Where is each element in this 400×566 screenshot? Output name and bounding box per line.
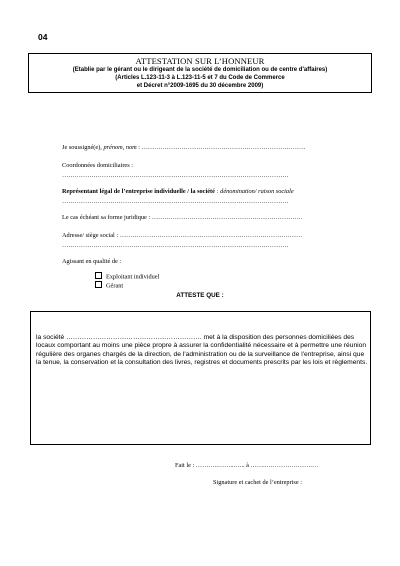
exploitant-checkbox[interactable]	[95, 272, 102, 279]
soussigne-label: Je soussigné(e),	[62, 144, 104, 151]
header-subtitle-3: et Décret n°2009-1695 du 30 décembre 2009)	[136, 83, 264, 89]
representant-field[interactable]: ………………………………………………………………………………………………	[62, 198, 289, 205]
header-box	[28, 53, 372, 93]
option-gerant[interactable]	[95, 281, 123, 290]
adresse-field-2[interactable]: ………………………………………………………………………………………………	[62, 242, 289, 249]
gerant-checkbox[interactable]	[95, 281, 102, 288]
soussigne-field[interactable]: : ……………………………………………………………………	[136, 144, 306, 151]
coordonnees-label: Coordonnées domiciliaires :	[62, 162, 133, 169]
header-subtitle-1: (Etablie par le gérant ou le dirigeant de la société de domiciliation ou de centre d'affaires)	[72, 67, 328, 73]
document-title: ATTESTATION SUR L’HONNEUR	[135, 56, 265, 66]
attestation-box	[30, 311, 371, 445]
option-gerant-label: Gérant	[106, 282, 124, 290]
adresse-label: Adresse/ siège social :	[62, 232, 120, 239]
representant-label: Représentant légal de l’entreprise individuelle / la société	[62, 188, 215, 195]
option-exploitant-label: Exploitant individuel	[106, 273, 160, 281]
representant-line	[62, 188, 294, 195]
soussigne-italic: prénom, nom	[103, 144, 137, 151]
adresse-line	[62, 232, 302, 239]
option-exploitant[interactable]	[95, 272, 159, 281]
forme-line	[62, 214, 303, 221]
page-number: 04	[38, 32, 48, 42]
soussigne-line	[62, 144, 305, 151]
qualite-label: Agissant en qualité de :	[62, 258, 122, 265]
fait-le-field[interactable]: Fait le : ………..……...….. à ……..………………….…	[175, 462, 319, 469]
attestation-text: la société ……………………………………………………. met à la disposition des personnes domiciliées des locaux comportant au moins une pièce propre à assurer la confidentialité nécessaire et à permettre une réunion régulière des organes chargés de la direction, de l'administration ou de la surveillance de l'entreprise, ainsi que la tenue, la conservation et la consultation des livres, registres et documents prescrits par les lois et règlements.	[36, 334, 368, 367]
signature-label: Signature et cachet de l’entreprise :	[213, 479, 302, 486]
representant-hint: : dénomination/ raison sociale	[214, 188, 294, 195]
forme-field[interactable]: ………………………………………………………………	[151, 214, 303, 221]
atteste-heading: ATTESTE QUE :	[176, 292, 224, 299]
adresse-field[interactable]: ……………………………………………………………………………	[119, 232, 303, 239]
forme-label: Le cas échéant sa forme juridique :	[62, 214, 152, 221]
coordonnees-field[interactable]: ………………………………………………………………………………………………	[62, 172, 289, 179]
header-subtitle-2: (Articles L.123-11-3 à L.123-11-5 et 7 du Code de Commerce	[115, 75, 285, 81]
